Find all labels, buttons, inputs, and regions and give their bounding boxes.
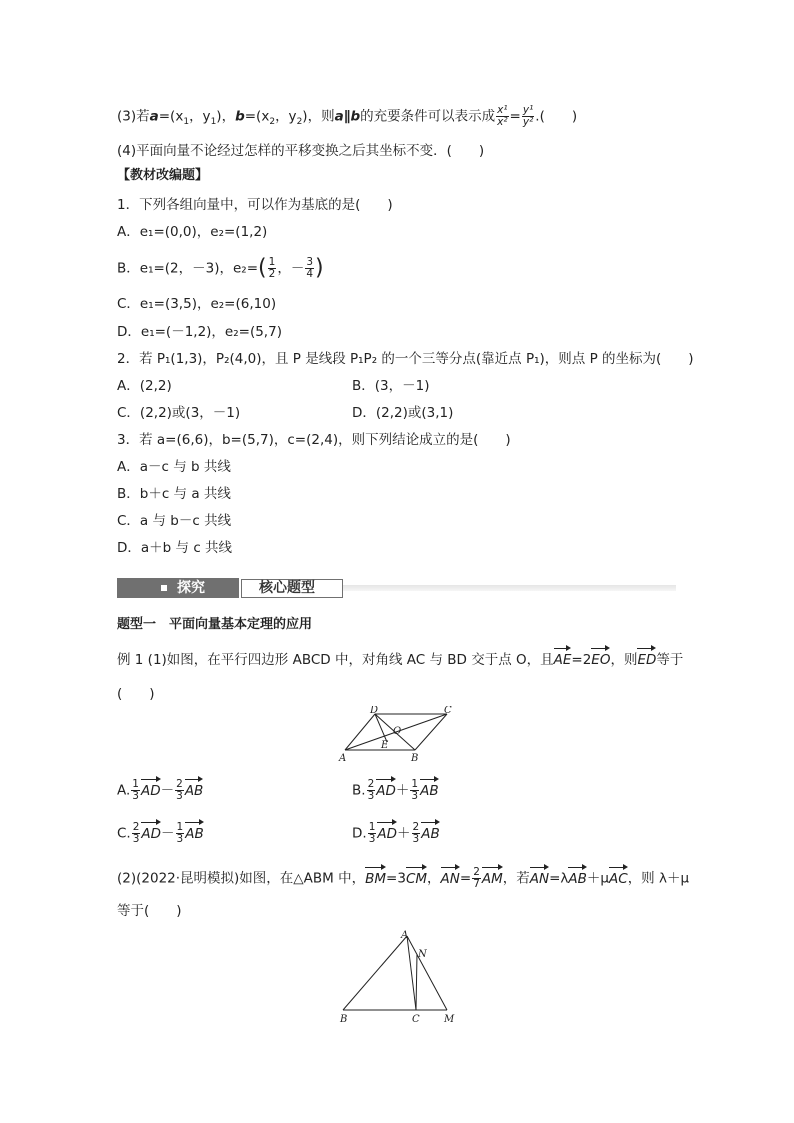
ex2-line2: 等于( ) [117,903,182,919]
p2-stem: 2．若 P₁(1,3)，P₂(4,0)，且 P 是线段 P₁P₂ 的一个三等分点(靠近点 P₁)，则点 P 的坐标为( ) [117,351,694,367]
ex1-option-a: A. $\frac{1}{3}$ AD－ $\frac{2}{3}$ AB [117,778,204,802]
p3-option-b: B．b＋c 与 a 共线 [117,486,231,502]
label-b: B [340,1014,348,1025]
p1-stem: 1．下列各组向量中，可以作为基底的是( ) [117,197,393,213]
section-textbook: 【教材改编题】 [117,168,209,183]
label-m: M [444,1014,455,1025]
parallelogram-figure [330,706,470,764]
p1-option-c: C．e₁=(3,5)，e₂=(6,10) [117,296,277,312]
ex1-option-b: B. $\frac{2}{3}$ AD＋ $\frac{1}{3}$ AB [352,778,439,802]
question-3: (3)若$a=(x_1$，$y_1$)，$b=(x_2$，$y_2$)，则a∥b的充要条件可以表示成 $\frac{\text{x¹}}{\text{x²}}$ = $\frac{\text{y¹}}{\text{y²}}$ .( ) [117,104,578,128]
p3-option-d: D．a＋b 与 c 共线 [117,540,233,556]
p2-option-c: C．(2,2)或(3，－1) [117,405,241,421]
ex1-option-c: C. $\frac{2}{3}$ AD－ $\frac{1}{3}$ AB [117,821,204,845]
square-bullet-icon [161,585,167,591]
label-c: C [412,1014,420,1025]
ex1-stem: 例 1 (1)如图，在平行四边形 ABCD 中，对角线 AC 与 BD 交于点 O，且AE=2EO，则ED等于 [117,652,684,668]
banner-left-label: 探究 [177,580,205,596]
label-d: D [370,706,379,716]
question-4: (4)平面向量不论经过怎样的平移变换之后其坐标不变．( ) [117,143,485,159]
p3-stem: 3．若 a=(6,6)，b=(5,7)，c=(2,4)，则下列结论成立的是( ) [117,432,511,448]
p1-option-b: B．e₁=(2，－3)，e₂=( $\frac{1}{2}$ ，－ $\frac{3}{4}$ ) [117,255,324,281]
label-a: A [339,753,347,764]
fraction-y: $\frac{\text{y¹}}{\text{y²}}$ [522,104,534,128]
p3-option-a: A．a－c 与 b 共线 [117,459,231,475]
triangle-figure [330,926,470,1026]
p2-option-a: A．(2,2) [117,378,172,394]
p1-option-a: A．e₁=(0,0)，e₂=(1,2) [117,224,268,240]
ex1-option-d: D. $\frac{1}{3}$ AD＋ $\frac{2}{3}$ AB [352,821,440,845]
label-o: O [393,726,402,737]
label-b: B [411,753,419,764]
type1-title: 题型一 平面向量基本定理的应用 [117,617,313,632]
p1-option-d: D．e₁=(－1,2)，e₂=(5,7) [117,324,282,340]
ex2-stem: (2)(2022·昆明模拟)如图，在△ABM 中，BM=3CM，AN= $\frac{2}{7}$ AM，若AN=λAB＋μAC，则 λ＋μ [117,866,690,890]
label-e: E [381,740,389,751]
p2-option-d: D．(2,2)或(3,1) [352,405,454,421]
label-c: C [444,706,452,716]
p3-option-c: C．a 与 b－c 共线 [117,513,232,529]
ex1-paren: ( ) [117,686,155,702]
fraction-x: $\frac{\text{x¹}}{\text{x²}}$ [497,104,508,128]
p2-option-b: B．(3，－1) [352,378,430,394]
label-a: A [401,930,409,941]
banner-right-label: 核心题型 [259,580,315,596]
label-n: N [418,949,427,960]
section-banner [117,578,676,598]
